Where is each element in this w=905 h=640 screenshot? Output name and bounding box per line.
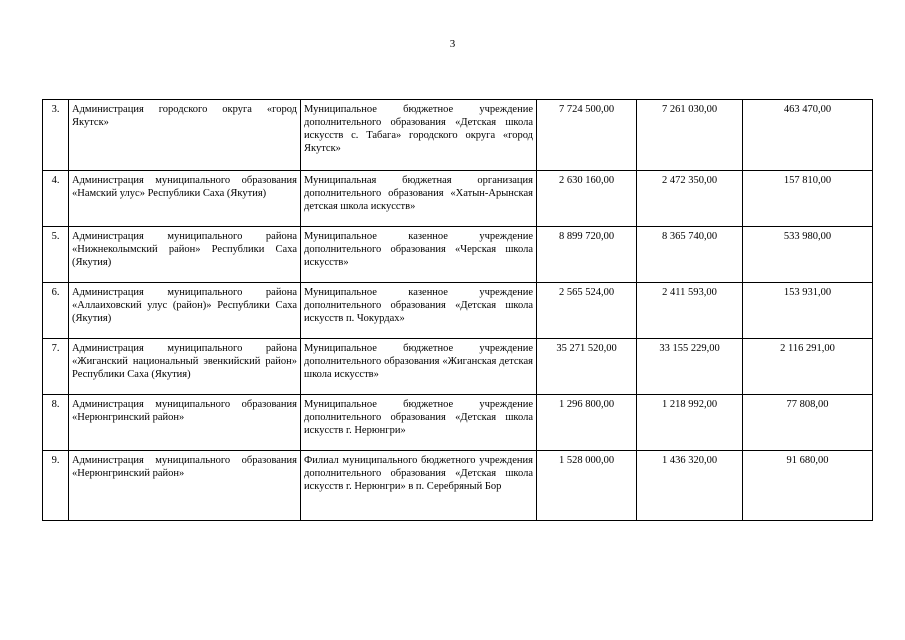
institution-cell: Муниципальная бюджетная организация дополнительного образования «Хатын-Арынская детская школа искусств» [301,171,537,227]
administration-cell: Администрация муниципального района «Нижнеколымский район» Республики Саха (Якутия) [69,227,301,283]
administration-cell: Администрация муниципального образования «Нерюнгринский район» [69,451,301,521]
table-row [43,171,873,227]
row-number: 9. [43,451,69,521]
row-number: 3. [43,100,69,171]
amount-second-cell: 2 411 593,00 [637,283,743,339]
amount-second-cell: 7 261 030,00 [637,100,743,171]
row-number: 8. [43,395,69,451]
row-number: 5. [43,227,69,283]
institution-cell: Муниципальное казенное учреждение дополнительного образования «Детская школа искусств п. Чокурдах» [301,283,537,339]
table-row [43,100,873,171]
amount-total-cell: 1 296 800,00 [537,395,637,451]
institution-cell: Муниципальное бюджетное учреждение дополнительного образования «Жиганская детская школа искусств» [301,339,537,395]
amount-third-cell: 2 116 291,00 [743,339,873,395]
table-row [43,339,873,395]
institution-cell: Муниципальное бюджетное учреждение дополнительного образования «Детская школа искусств г. Нерюнгри» [301,395,537,451]
amount-total-cell: 35 271 520,00 [537,339,637,395]
amount-second-cell: 8 365 740,00 [637,227,743,283]
amount-third-cell: 91 680,00 [743,451,873,521]
funding-table [42,99,873,521]
institution-cell: Филиал муниципального бюджетного учреждения дополнительного образования «Детская школа искусств г. Нерюнгри» в п. Серебряный Бор [301,451,537,521]
administration-cell: Администрация муниципального образования «Нерюнгринский район» [69,395,301,451]
table-row [43,227,873,283]
amount-third-cell: 533 980,00 [743,227,873,283]
administration-cell: Администрация муниципального образования «Намский улус» Республики Саха (Якутия) [69,171,301,227]
row-number: 7. [43,339,69,395]
amount-third-cell: 77 808,00 [743,395,873,451]
amount-total-cell: 8 899 720,00 [537,227,637,283]
institution-cell: Муниципальное бюджетное учреждение дополнительного образования «Детская школа искусств с. Табага» городского округа «город Якутск» [301,100,537,171]
amount-total-cell: 7 724 500,00 [537,100,637,171]
amount-second-cell: 33 155 229,00 [637,339,743,395]
table-row [43,395,873,451]
amount-third-cell: 463 470,00 [743,100,873,171]
table-row [43,283,873,339]
amount-second-cell: 1 436 320,00 [637,451,743,521]
amount-second-cell: 1 218 992,00 [637,395,743,451]
institution-cell: Муниципальное казенное учреждение дополнительного образования «Черская школа искусств» [301,227,537,283]
amount-total-cell: 2 630 160,00 [537,171,637,227]
administration-cell: Администрация муниципального района «Аллаиховский улус (район)» Республики Саха (Якутия) [69,283,301,339]
amount-total-cell: 2 565 524,00 [537,283,637,339]
amount-third-cell: 157 810,00 [743,171,873,227]
row-number: 4. [43,171,69,227]
administration-cell: Администрация муниципального района «Жиганский национальный эвенкийский район» Республики Саха (Якутия) [69,339,301,395]
table-row [43,451,873,521]
amount-third-cell: 153 931,00 [743,283,873,339]
administration-cell: Администрация городского округа «город Якутск» [69,100,301,171]
page-number: 3 [449,38,456,50]
amount-second-cell: 2 472 350,00 [637,171,743,227]
amount-total-cell: 1 528 000,00 [537,451,637,521]
row-number: 6. [43,283,69,339]
